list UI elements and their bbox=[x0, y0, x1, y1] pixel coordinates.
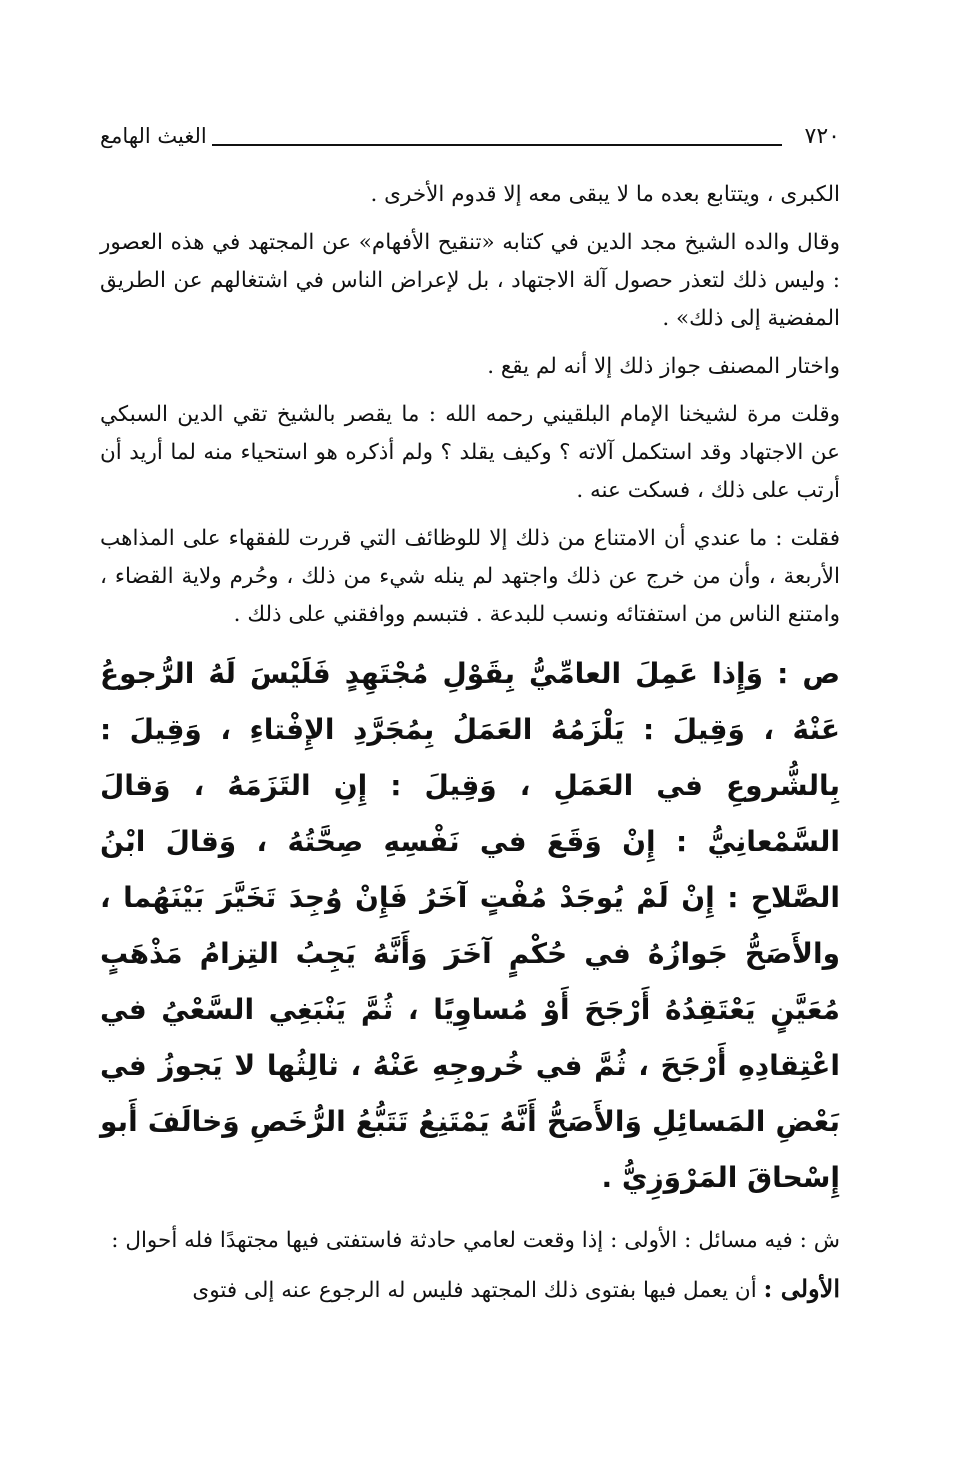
sharh-text: أن يعمل فيها بفتوى ذلك المجتهد فليس له الرجوع عنه إلى فتوى bbox=[192, 1278, 764, 1303]
running-title: الغيث الهامع bbox=[100, 124, 207, 148]
paragraph: فقلت : ما عندي أن الامتناع من ذلك إلا للوظائف التي قررت للفقهاء على المذاهب الأربعة ، وأن من خرج عن ذلك واجتهد لم ينله شيء من ذلك ، وحُرم ولاية القضاء ، وامتنع الناس من استفتائه ونسب للبدعة . فتبسم ووافقني على ذلك . bbox=[100, 526, 840, 627]
sharh-lead: الأولى : bbox=[763, 1274, 840, 1303]
paragraph: الكبرى ، ويتتابع بعده ما لا يبقى معه إلا قدوم الأخرى . bbox=[370, 182, 840, 207]
page-header bbox=[100, 122, 840, 166]
matn-text: ص : وَإِذا عَمِلَ العامِّيُّ بِقَوْلِ مُجْتَهِدٍ فَلَيْسَ لَهُ الرُّجوعُ عَنْهُ ، وَقِيلَ : يَلْزَمُهُ العَمَلُ بِمُجَرَّدِ الإِفْتاءِ ، وَقِيلَ : بِالشُّروعِ في العَمَلِ ، وَقِيلَ : إِنِ التَزَمَهُ ، وَقالَ السَّمْعانِيُّ : إِنْ وَقَعَ في نَفْسِهِ صِحَّتُهُ ، وَقالَ ابْنُ الصَّلاحِ : إِنْ لَمْ يُوجَدْ مُفْتٍ آخَرُ فَإِنْ وُجِدَ تَخَيَّرَ بَيْنَهُما ، والأَصَحُّ جَوازُهُ في حُكْمٍ آخَرَ وَأَنَّهُ يَجِبُ التِزامُ مَذْهَبٍ مُعَيَّنٍ يَعْتَقِدُهُ أَرْجَحَ أَوْ مُساوِيًا ، ثُمَّ يَنْبَغِي السَّعْيُ في اعْتِقادِهِ أَرْجَحَ ، ثُمَّ في خُروجِهِ عَنْهُ ، ثالِثُها لا يَجوزُ في بَعْضِ المَسائِلِ وَالأَصَحُّ أَنَّهُ يَمْتَنِعُ تَتَبُّعُ الرُّخَصِ وَخالَفَ أَبو إِسْحاقَ المَرْوَزِيُّ . bbox=[100, 657, 840, 1194]
sharh-paragraph bbox=[100, 1270, 840, 1310]
paragraph: واختار المصنف جواز ذلك إلا أنه لم يقع . bbox=[487, 354, 840, 379]
paragraph: وقلت مرة لشيخنا الإمام البلقيني رحمه الله : ما يقصر بالشيخ تقي الدين السبكي عن الاجتهاد وقد استكمل آلاته ؟ وكيف يقلد ؟ ولم أذكره هو استحياء منه لما أريد أن أرتب على ذلك ، فسكت عنه . bbox=[100, 402, 840, 503]
page-number: ٧٢٠ bbox=[804, 124, 840, 149]
paragraph: وقال والده الشيخ مجد الدين في كتابه «تنقيح الأفهام» عن المجتهد في هذه العصور : وليس ذلك لتعذر حصول آلة الاجتهاد ، بل لإعراض الناس في اشتغالهم عن الطريق المفضية إلى ذلك» . bbox=[100, 230, 840, 331]
header-rule bbox=[212, 144, 782, 146]
sharh-paragraph: ش : فيه مسائل : الأولى : إذا وقعت لعامي حادثة فاستفتى فيها مجتهدًا فله أحوال : bbox=[111, 1228, 840, 1253]
book-page bbox=[100, 122, 840, 1320]
